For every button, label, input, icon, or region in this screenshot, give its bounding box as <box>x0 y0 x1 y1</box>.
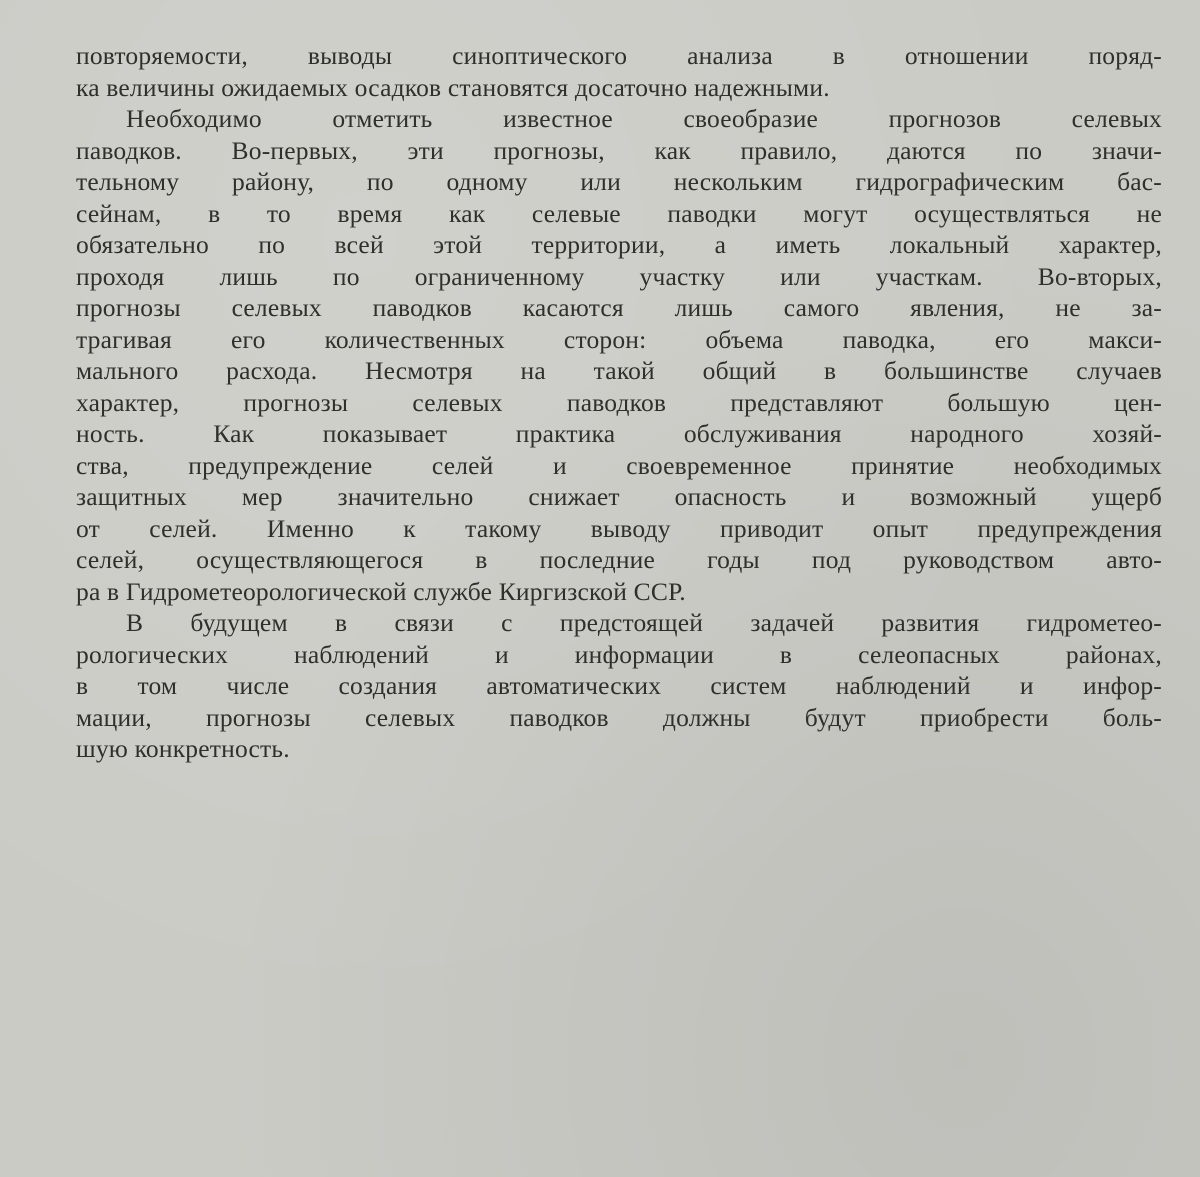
paragraph-3 <box>76 607 1162 765</box>
text-line: Необходимо отметить известное своеобразие прогнозов селевых <box>126 104 1162 133</box>
text-line: проходя лишь по ограниченному участку или участкам. Во-вторых, <box>76 261 1162 291</box>
text-line: мального расхода. Несмотря на такой общий в большинстве случаев <box>76 356 1162 385</box>
text-line: шую конкретность. <box>76 734 290 763</box>
text-line: ка величины ожидаемых осадков становятся досаточно надежными. <box>76 72 830 102</box>
text-line: в том числе создания автоматических систем наблюдений и инфор- <box>76 671 1162 700</box>
paragraph-1 <box>76 40 1162 103</box>
text-line: прогнозы селевых паводков касаются лишь самого явления, не за- <box>76 293 1162 322</box>
text-line: ность. Как показывает практика обслуживания народного хозяй- <box>76 419 1162 448</box>
paragraph-2 <box>76 103 1162 607</box>
text-line: ства, предупреждение селей и своевременное принятие необходимых <box>76 450 1162 480</box>
text-line: от селей. Именно к такому выводу приводит опыт предупреждения <box>76 513 1162 543</box>
text-line: тельному району, по одному или нескольким гидрографическим бас- <box>76 167 1162 196</box>
text-line: характер, прогнозы селевых паводков представляют большую цен- <box>76 387 1162 417</box>
text-line: сейнам, в то время как селевые паводки могут осуществляться не <box>76 198 1162 228</box>
text-line: селей, осуществляющегося в последние годы под руководством авто- <box>76 545 1162 574</box>
text-line: ра в Гидрометеорологической службе Киргизской ССР. <box>76 576 686 606</box>
text-line: рологических наблюдений и информации в селеопасных районах, <box>76 639 1162 669</box>
text-line: В будущем в связи с предстоящей задачей развития гидрометео- <box>126 608 1162 637</box>
text-line: трагивая его количественных сторон: объема паводка, его макси- <box>76 324 1162 354</box>
text-line: мации, прогнозы селевых паводков должны будут приобрести боль- <box>76 702 1162 732</box>
page-text <box>76 40 1162 765</box>
text-line: паводков. Во-первых, эти прогнозы, как правило, даются по значи- <box>76 135 1162 165</box>
text-line: обязательно по всей этой территории, а иметь локальный характер, <box>76 230 1162 259</box>
text-line: защитных мер значительно снижает опасность и возможный ущерб <box>76 482 1162 511</box>
text-line: повторяемости, выводы синоптического анализа в отношении поряд- <box>76 41 1162 70</box>
